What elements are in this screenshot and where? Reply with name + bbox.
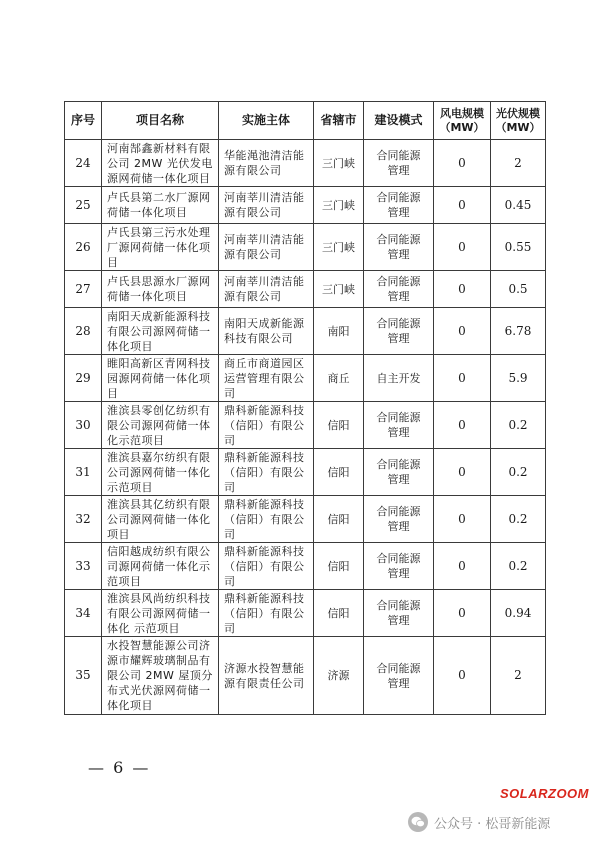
cell-wind-scale: 0 — [434, 187, 491, 224]
cell-project-name-line: 化示范项目 — [107, 433, 165, 447]
cell-pv-scale: 0.94 — [491, 590, 546, 637]
cell-pv-scale: 0.55 — [491, 224, 546, 271]
cell-build-mode-line: 合同能源 — [376, 233, 421, 246]
cell-pv-scale: 0.5 — [491, 271, 546, 308]
cell-wind-scale: 0 — [434, 496, 491, 543]
cell-entity-line: 河南莘川清洁能 — [224, 275, 305, 288]
cell-project-name-line: 体化 示范项目 — [107, 621, 180, 635]
cell-entity — [219, 590, 314, 637]
cell-project-name-line: 司源网荷储一体化示 — [107, 559, 211, 573]
cell-wind-scale: 0 — [434, 308, 491, 355]
cell-project-name — [102, 590, 219, 637]
cell-pv-scale: 6.78 — [491, 308, 546, 355]
cell-project-name-line: 目 — [107, 255, 119, 269]
cell-build-mode-line: 管理 — [387, 248, 410, 261]
cell-project-name-line: 项目 — [107, 527, 130, 541]
cell-index: 25 — [65, 187, 102, 224]
cell-index: 31 — [65, 449, 102, 496]
cell-entity — [219, 496, 314, 543]
cell-index: 33 — [65, 543, 102, 590]
cell-build-mode-line: 管理 — [387, 206, 410, 219]
cell-project-name — [102, 308, 219, 355]
cell-build-mode — [364, 224, 434, 271]
cell-build-mode — [364, 590, 434, 637]
cell-wind-scale: 0 — [434, 590, 491, 637]
cell-pv-scale: 2 — [491, 140, 546, 187]
cell-city: 南阳 — [314, 308, 364, 355]
table-row — [65, 637, 546, 715]
cell-project-name-line: 目 — [107, 386, 119, 400]
cell-project-name-line: 卢氏县第二水厂源网 — [107, 191, 211, 204]
cell-build-mode-line: 合同能源 — [376, 458, 421, 471]
header-entity: 实施主体 — [219, 102, 314, 140]
cell-entity-line: 南阳天成新能源 — [224, 317, 305, 330]
header-wind-scale-line1: 风电规模 — [440, 106, 484, 120]
cell-wind-scale: 0 — [434, 637, 491, 715]
cell-wind-scale: 0 — [434, 543, 491, 590]
cell-index: 32 — [65, 496, 102, 543]
cell-build-mode — [364, 637, 434, 715]
cell-city: 信阳 — [314, 543, 364, 590]
cell-project-name-line: 公司源网荷储一体化 — [107, 512, 211, 526]
cell-wind-scale: 0 — [434, 224, 491, 271]
cell-index: 27 — [65, 271, 102, 308]
cell-build-mode — [364, 496, 434, 543]
cell-entity-line: 源有限公司 — [224, 164, 282, 177]
cell-entity — [219, 271, 314, 308]
cell-build-mode-line: 合同能源 — [376, 411, 421, 424]
header-project-name: 项目名称 — [102, 102, 219, 140]
cell-entity-line: （信阳）有限公司 — [224, 512, 305, 541]
cell-build-mode — [364, 543, 434, 590]
header-build-mode: 建设模式 — [364, 102, 434, 140]
cell-entity — [219, 355, 314, 402]
cell-project-name-line: 体化项目 — [107, 339, 153, 353]
cell-entity-line: 河南莘川清洁能 — [224, 233, 305, 246]
cell-build-mode-line: 管理 — [387, 614, 410, 627]
cell-wind-scale: 0 — [434, 449, 491, 496]
cell-index: 29 — [65, 355, 102, 402]
cell-city: 三门峡 — [314, 140, 364, 187]
table-row — [65, 271, 546, 308]
cell-project-name-line: 有限公司源网荷储一 — [107, 606, 211, 620]
cell-entity-line: 源有限公司 — [224, 290, 282, 303]
cell-build-mode-line: 合同能源 — [376, 317, 421, 330]
table-row — [65, 543, 546, 590]
cell-build-mode — [364, 449, 434, 496]
cell-project-name — [102, 187, 219, 224]
cell-wind-scale: 0 — [434, 402, 491, 449]
cell-project-name-line: 厂源网荷储一体化项 — [107, 240, 211, 254]
cell-wind-scale: 0 — [434, 271, 491, 308]
table-row — [65, 308, 546, 355]
cell-project-name — [102, 637, 219, 715]
cell-project-name — [102, 543, 219, 590]
cell-entity-line: 商丘市商道园区 — [224, 356, 305, 370]
cell-entity — [219, 140, 314, 187]
table-row — [65, 402, 546, 449]
cell-project-name-line: 荷储一体化项目 — [107, 206, 188, 219]
cell-build-mode-line: 合同能源 — [376, 552, 421, 565]
header-index: 序号 — [65, 102, 102, 140]
cell-city: 信阳 — [314, 496, 364, 543]
cell-pv-scale: 5.9 — [491, 355, 546, 402]
header-wind-scale-line2: （MW） — [439, 120, 485, 134]
cell-entity-line: 运营管理有限公司 — [224, 371, 305, 400]
cell-build-mode-line: 合同能源 — [376, 275, 421, 288]
cell-entity-line: （信阳）有限公司 — [224, 559, 305, 588]
cell-project-name — [102, 224, 219, 271]
cell-build-mode-line: 管理 — [387, 332, 410, 345]
cell-project-name-line: 限公司源网荷储一体 — [107, 418, 211, 432]
cell-project-name-line: 睢阳高新区青网科技 — [107, 356, 211, 370]
header-pv-scale-line1: 光伏规模 — [496, 106, 540, 120]
cell-city: 济源 — [314, 637, 364, 715]
cell-build-mode-line: 管理 — [387, 164, 410, 177]
cell-entity — [219, 224, 314, 271]
cell-build-mode — [364, 271, 434, 308]
cell-entity — [219, 543, 314, 590]
cell-city: 信阳 — [314, 449, 364, 496]
cell-entity-line: 源有限公司 — [224, 248, 282, 261]
cell-entity-line: 源有限责任公司 — [224, 676, 305, 690]
cell-project-name-line: 有限公司源网荷储一 — [107, 324, 211, 338]
cell-city: 商丘 — [314, 355, 364, 402]
cell-city: 信阳 — [314, 590, 364, 637]
cell-entity-line: 鼎科新能源科技 — [224, 591, 305, 605]
cell-project-name-line: 范项目 — [107, 574, 142, 588]
cell-index: 26 — [65, 224, 102, 271]
wechat-icon — [408, 812, 428, 832]
cell-entity — [219, 187, 314, 224]
cell-entity — [219, 449, 314, 496]
cell-pv-scale: 2 — [491, 637, 546, 715]
cell-pv-scale: 0.45 — [491, 187, 546, 224]
cell-entity-line: 鼎科新能源科技 — [224, 403, 305, 417]
cell-city: 三门峡 — [314, 224, 364, 271]
table-row — [65, 224, 546, 271]
cell-pv-scale: 0.2 — [491, 543, 546, 590]
cell-wind-scale: 0 — [434, 355, 491, 402]
cell-project-name — [102, 449, 219, 496]
cell-entity-line: （信阳）有限公司 — [224, 606, 305, 635]
cell-project-name-line: 源市耀辉玻璃制品有 — [107, 654, 211, 667]
cell-build-mode-line: 合同能源 — [376, 505, 421, 518]
cell-entity-line: （信阳）有限公司 — [224, 465, 305, 494]
project-table — [64, 101, 546, 715]
table-row — [65, 449, 546, 496]
cell-project-name-line: 淮滨县嘉尔纺织有限 — [107, 450, 211, 464]
cell-build-mode — [364, 355, 434, 402]
cell-entity-line: 河南莘川清洁能 — [224, 191, 305, 204]
cell-build-mode — [364, 140, 434, 187]
cell-project-name-line: 布式光伏源网荷储一 — [107, 684, 211, 697]
cell-project-name-line: 卢氏县思源水厂源网 — [107, 275, 211, 288]
cell-project-name — [102, 355, 219, 402]
cell-project-name-line: 公司源网荷储一体化 — [107, 465, 211, 479]
watermark-text: 公众号 · 松哥新能源 — [434, 816, 551, 832]
cell-project-name-line: 河南郜鑫新材料有限 — [107, 141, 211, 155]
cell-build-mode-line: 合同能源 — [376, 661, 421, 675]
brand-logo: SOLARZOOM — [500, 786, 589, 801]
cell-entity-line: 科技有限公司 — [224, 332, 293, 345]
cell-project-name — [102, 496, 219, 543]
cell-project-name-line: 示范项目 — [107, 480, 153, 494]
header-pv-scale-line2: （MW） — [495, 120, 541, 134]
cell-entity — [219, 402, 314, 449]
cell-build-mode-line: 管理 — [387, 520, 410, 533]
cell-project-name — [102, 402, 219, 449]
cell-project-name-line: 水投智慧能源公司济 — [107, 639, 211, 652]
cell-wind-scale: 0 — [434, 140, 491, 187]
cell-entity-line: 源有限公司 — [224, 206, 282, 219]
cell-build-mode — [364, 187, 434, 224]
page-number: — 6 — — [88, 758, 151, 777]
cell-build-mode-line: 管理 — [387, 473, 410, 486]
cell-entity-line: 鼎科新能源科技 — [224, 544, 305, 558]
cell-pv-scale: 0.2 — [491, 402, 546, 449]
cell-build-mode-line: 管理 — [387, 426, 410, 439]
header-city: 省辖市 — [314, 102, 364, 140]
cell-entity-line: 济源水投智慧能 — [224, 661, 305, 675]
cell-build-mode-line: 合同能源 — [376, 149, 421, 162]
cell-build-mode-line: 自主开发 — [376, 371, 421, 385]
table-row — [65, 187, 546, 224]
cell-pv-scale: 0.2 — [491, 496, 546, 543]
cell-index: 30 — [65, 402, 102, 449]
header-wind-scale — [434, 102, 491, 140]
cell-project-name-line: 源网荷储一体化项目 — [107, 171, 211, 185]
cell-city: 三门峡 — [314, 271, 364, 308]
cell-index: 24 — [65, 140, 102, 187]
cell-entity — [219, 308, 314, 355]
header-pv-scale — [491, 102, 546, 140]
cell-project-name-line: 公司 2MW 光伏发电 — [107, 156, 213, 170]
cell-project-name-line: 信阳越成纺织有限公 — [107, 544, 211, 558]
table-row — [65, 355, 546, 402]
cell-build-mode-line: 管理 — [387, 676, 410, 690]
cell-project-name — [102, 140, 219, 187]
cell-index: 28 — [65, 308, 102, 355]
cell-entity-line: 华能渑池清洁能 — [224, 149, 305, 162]
table-row — [65, 496, 546, 543]
cell-city: 信阳 — [314, 402, 364, 449]
cell-project-name-line: 荷储一体化项目 — [107, 290, 188, 303]
cell-pv-scale: 0.2 — [491, 449, 546, 496]
cell-entity-line: 鼎科新能源科技 — [224, 450, 305, 464]
watermark — [408, 812, 550, 832]
table-row — [65, 140, 546, 187]
cell-project-name-line: 限公司 2MW 屋顶分 — [107, 669, 213, 682]
cell-project-name-line: 淮滨县风尚纺织科技 — [107, 591, 211, 605]
cell-project-name-line: 卢氏县第三污水处理 — [107, 225, 211, 239]
cell-project-name-line: 体化项目 — [107, 699, 153, 712]
cell-build-mode-line: 管理 — [387, 567, 410, 580]
cell-project-name-line: 淮滨县其亿纺织有限 — [107, 497, 211, 511]
cell-project-name-line: 园源网荷储一体化项 — [107, 371, 211, 385]
cell-entity — [219, 637, 314, 715]
cell-index: 34 — [65, 590, 102, 637]
cell-build-mode — [364, 308, 434, 355]
cell-build-mode-line: 管理 — [387, 290, 410, 303]
cell-build-mode-line: 合同能源 — [376, 191, 421, 204]
cell-build-mode — [364, 402, 434, 449]
cell-entity-line: （信阳）有限公司 — [224, 418, 305, 447]
cell-entity-line: 鼎科新能源科技 — [224, 497, 305, 511]
table-row — [65, 590, 546, 637]
cell-project-name-line: 南阳天成新能源科技 — [107, 309, 211, 323]
table-header-row — [65, 102, 546, 140]
cell-build-mode-line: 合同能源 — [376, 599, 421, 612]
cell-index: 35 — [65, 637, 102, 715]
cell-project-name-line: 淮滨县零创亿纺织有 — [107, 403, 211, 417]
cell-city: 三门峡 — [314, 187, 364, 224]
cell-project-name — [102, 271, 219, 308]
